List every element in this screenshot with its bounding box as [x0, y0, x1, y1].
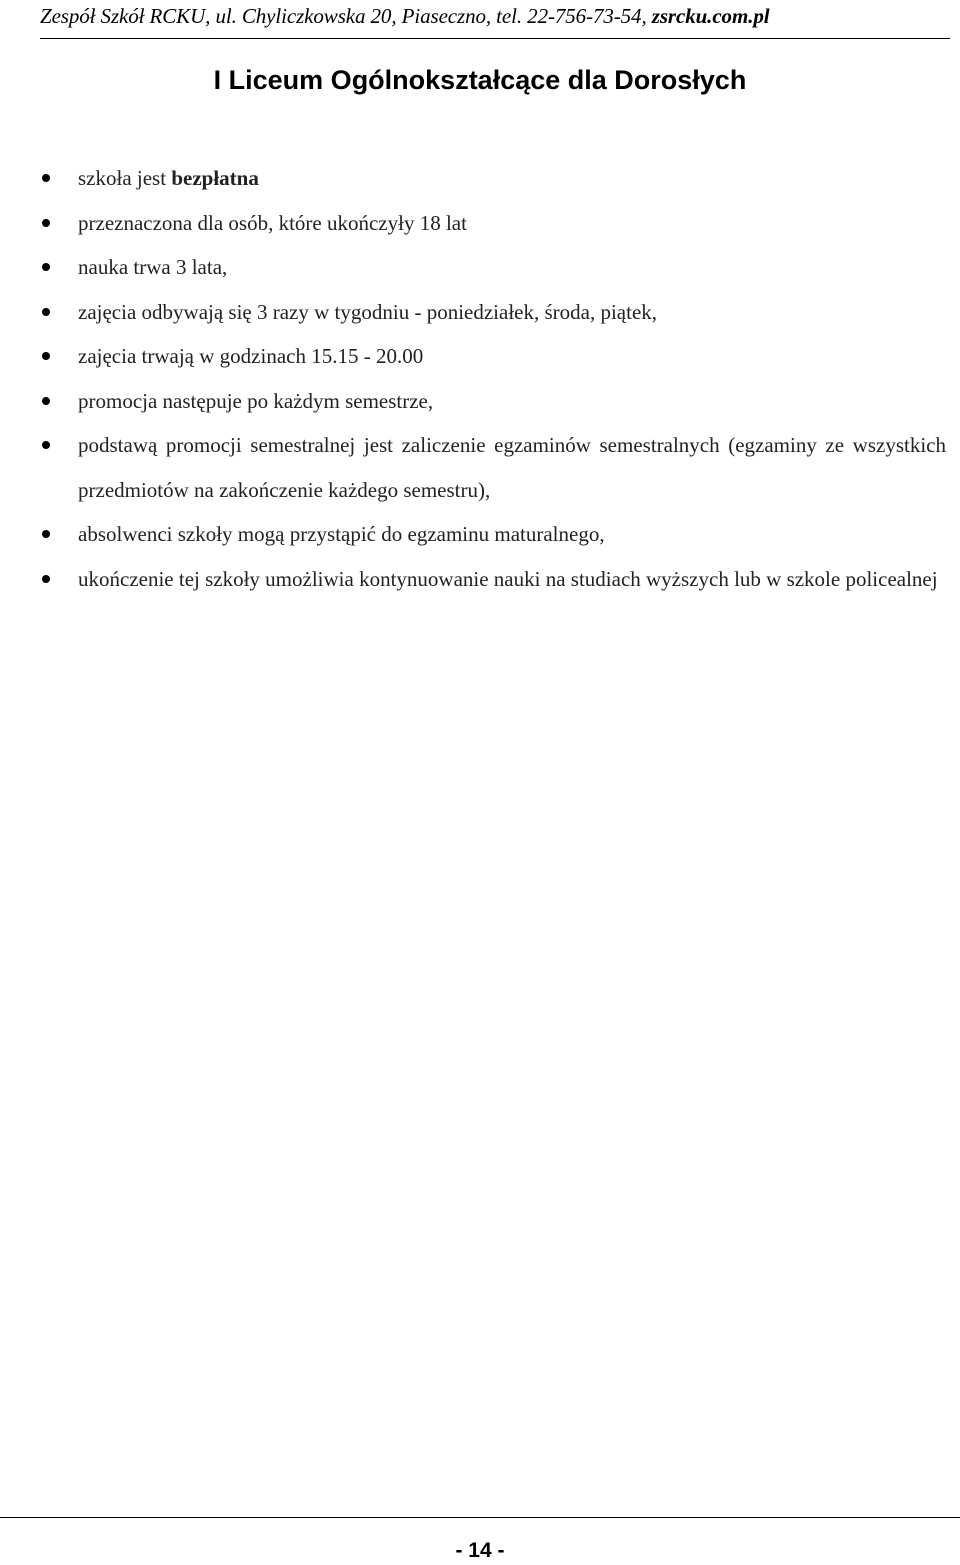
bullet-icon	[42, 397, 50, 405]
page-title: I Liceum Ogólnokształcące dla Dorosłych	[213, 65, 747, 95]
bullet-icon	[42, 263, 50, 271]
list-item-text: absolwenci szkoły mogą przystąpić do egzaminu maturalnego,	[78, 522, 605, 546]
page-number: - 14 -	[455, 1539, 505, 1562]
bullet-icon	[42, 174, 50, 182]
list-item-emphasis: bezpłatna	[171, 166, 259, 190]
list-item-text: szkoła jest	[78, 166, 172, 190]
page-header	[40, 0, 950, 42]
bullet-icon	[42, 575, 50, 583]
list-item	[40, 334, 946, 379]
bullet-icon	[42, 441, 50, 449]
bullet-icon	[42, 219, 50, 227]
info-bullet-list	[40, 156, 946, 601]
list-item-text: podstawą promocji semestralnej jest zaliczenie egzaminów semestralnych (egzaminy ze wszystkich przedmiotów na zakończenie każdego semestru),	[78, 433, 946, 502]
list-item-text: zajęcia trwają w godzinach 15.15 - 20.00	[78, 344, 424, 368]
list-item	[40, 156, 946, 201]
list-item-text: przeznaczona dla osób, które ukończyły 18 lat	[78, 210, 467, 235]
header-divider	[40, 38, 950, 39]
list-item	[40, 512, 946, 557]
list-item	[40, 379, 946, 424]
list-item	[40, 290, 946, 335]
header-contact-line	[40, 2, 769, 30]
list-item-text: promocja następuje po każdym semestrze,	[78, 388, 434, 413]
list-item-text: nauka trwa 3 lata,	[78, 255, 228, 279]
list-item	[40, 201, 946, 246]
header-website: zsrcku.com.pl	[651, 4, 770, 28]
list-item-text: ukończenie tej szkoły umożliwia kontynuowanie nauki na studiach wyższych lub w szkole policealnej	[78, 566, 938, 591]
list-item	[40, 423, 946, 512]
list-item	[40, 245, 946, 290]
bullet-icon	[42, 530, 50, 538]
header-address: Zespół Szkół RCKU, ul. Chyliczkowska 20, Piaseczno, tel. 22-756-73-54,	[40, 4, 652, 28]
bullet-icon	[42, 352, 50, 360]
list-item	[40, 557, 946, 602]
list-item-text: zajęcia odbywają się 3 razy w tygodniu - poniedziałek, środa, piątek,	[78, 299, 658, 324]
footer-divider	[0, 1517, 960, 1518]
bullet-icon	[42, 308, 50, 316]
